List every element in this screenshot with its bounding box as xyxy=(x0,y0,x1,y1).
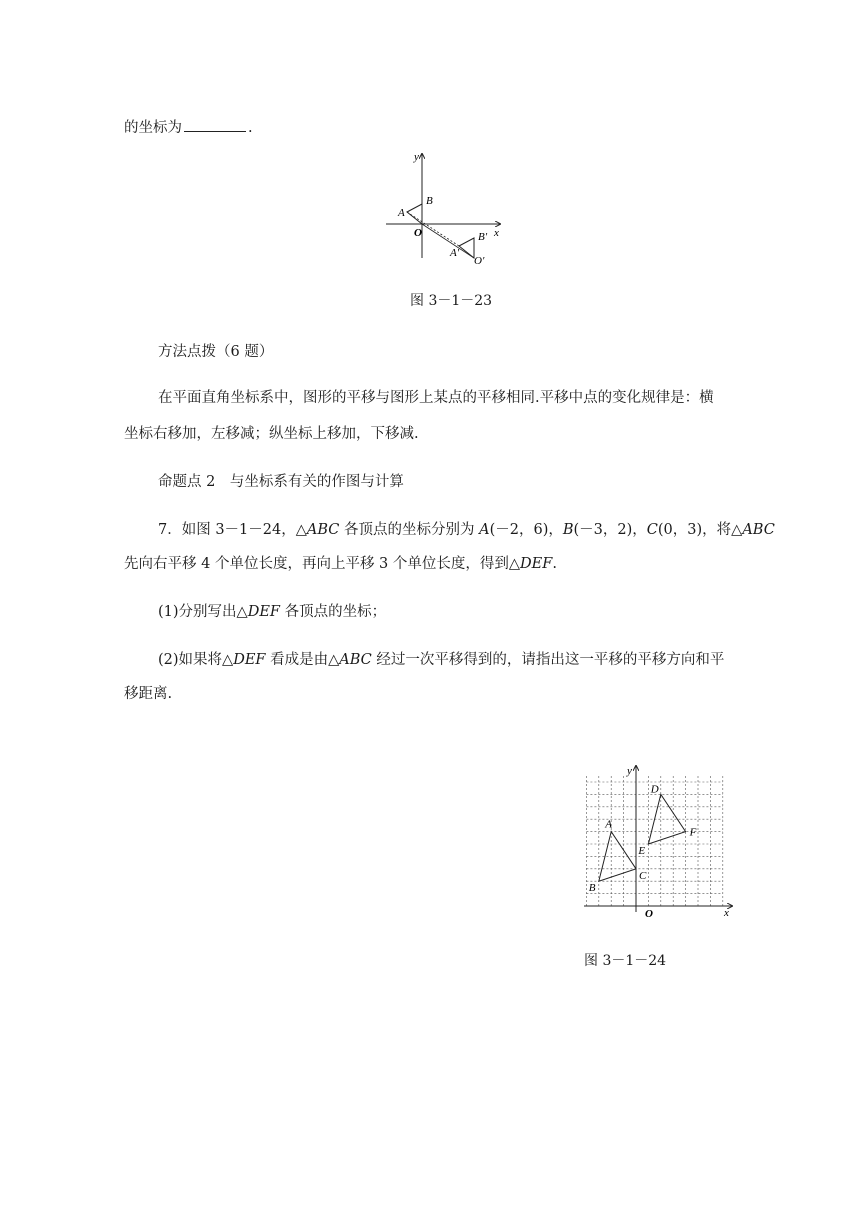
q7-text: 各顶点的坐标； xyxy=(279,604,387,620)
q7-point-c: C xyxy=(646,522,658,538)
q7-sub-2 xyxy=(158,648,724,669)
q7-def: DEF xyxy=(520,556,553,572)
figure-3-1-24 xyxy=(580,762,740,922)
fig1-O2-label: O′ xyxy=(474,255,485,267)
q7-sub-1 xyxy=(158,600,386,621)
fig2-y-label: y xyxy=(627,765,632,777)
q7-text: 经过一次平移得到的，请指出这一平移的平移方向和平 xyxy=(371,652,725,668)
q7-text: 7．如图 3－1－24，△ xyxy=(158,522,307,538)
q6-prefix: 的坐标为 xyxy=(124,120,182,136)
q7-point-b: B xyxy=(562,522,574,538)
fig1-B2-label: B′ xyxy=(478,231,488,243)
figure-3-1-23 xyxy=(380,148,510,270)
method-text-line-1: 在平面直角坐标系中，图形的平移与图形上某点的平移相同.平移中点的变化规律是：横 xyxy=(158,390,714,406)
q7-text: 各顶点的坐标分别为 xyxy=(339,522,480,538)
triangle-abo-prime xyxy=(459,238,474,258)
q7-def: DEF xyxy=(247,604,280,620)
q7-text: (1)分别写出△ xyxy=(158,604,248,620)
figure-caption-3-1-24: 图 3－1－24 xyxy=(584,953,667,969)
q7-coord: (0，3)，将△ xyxy=(657,522,743,538)
fig1-O-label: O xyxy=(414,227,422,239)
q7-def: DEF xyxy=(233,652,266,668)
topic-title: 命题点 2 与坐标系有关的作图与计算 xyxy=(158,474,404,490)
fig1-x-label: x xyxy=(494,227,499,239)
fig2-E-label: E xyxy=(638,845,646,857)
q7-text: 先向右平移 4 个单位长度，再向上平移 3 个单位长度，得到△ xyxy=(124,556,521,572)
fig1-B-label: B xyxy=(426,195,433,207)
q6-suffix: . xyxy=(248,120,253,136)
figure-caption-3-1-23: 图 3－1－23 xyxy=(410,293,493,309)
q7-line-1 xyxy=(158,518,775,539)
q7-text: . xyxy=(552,556,557,572)
fig1-A-label: A xyxy=(398,207,405,219)
q7-sub-2-line-2: 移距离. xyxy=(124,686,173,702)
q7-coord: (－3，2)， xyxy=(573,522,647,538)
q7-abc: ABC xyxy=(306,522,340,538)
fig2-D-label: D xyxy=(650,783,659,796)
method-title: 方法点拨（6 题） xyxy=(158,344,274,360)
translation-line xyxy=(422,224,474,258)
fig2-O-label: O xyxy=(645,908,653,920)
grid xyxy=(586,776,722,906)
fig1-y-label: y xyxy=(414,151,419,163)
q7-abc: ABC xyxy=(742,522,775,538)
fig2-C-label: C xyxy=(639,869,647,882)
fig2-x-label: x xyxy=(724,907,729,919)
triangle-abo xyxy=(407,204,422,224)
q7-line-2 xyxy=(124,552,557,573)
fig1-A2-label: A′ xyxy=(450,247,460,259)
fig2-B-label: B xyxy=(588,882,596,895)
q7-text: 看成是由△ xyxy=(265,652,340,668)
method-text-line-2: 坐标右移加，左移减；纵坐标上移加，下移减. xyxy=(124,426,419,442)
fig2-A-label: A xyxy=(605,818,612,831)
q7-abc: ABC xyxy=(339,652,372,668)
q7-text: (2)如果将△ xyxy=(158,652,234,668)
q7-point-a: A xyxy=(479,522,490,538)
fig2-F-label: F xyxy=(689,826,697,839)
q7-coord: (－2，6)， xyxy=(489,522,563,538)
answer-blank xyxy=(184,117,246,132)
q6-answer-line xyxy=(124,116,253,137)
